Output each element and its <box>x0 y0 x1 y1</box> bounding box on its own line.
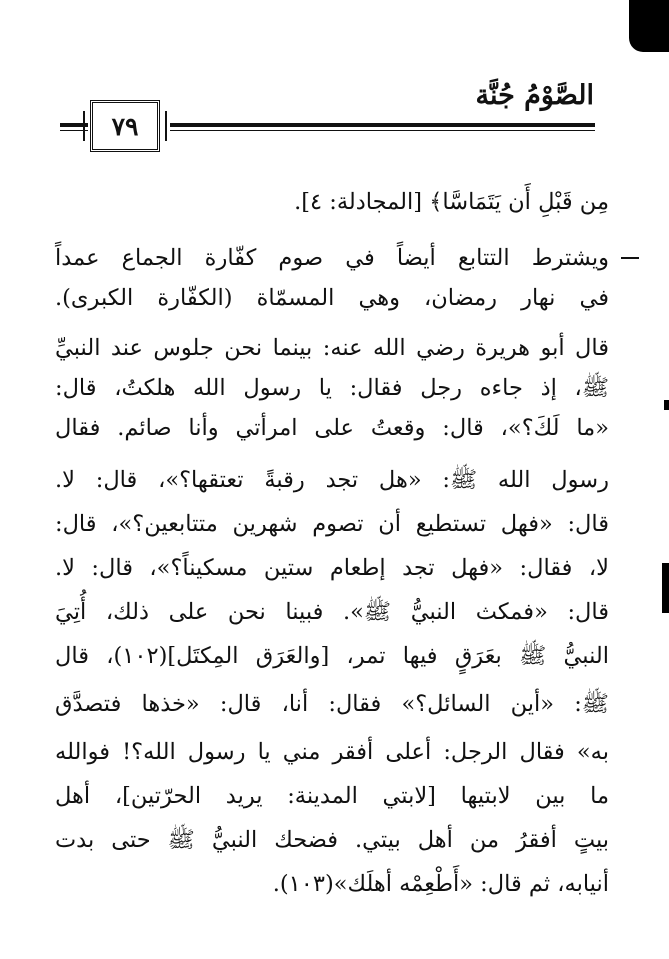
body-line: النبيُّ ﷺ بعَرَقٍ فيها تمر، [والعَرَق المِكتَل](١٠٢)، قال <box>55 643 609 669</box>
body-line: قال: «فهل تستطيع أن تصوم شهرين متتابعين؟»، قال: <box>55 511 609 537</box>
body-line: ﷺ: «أين السائل؟» فقال: أنا، قال: «خذها فتصدَّق <box>55 691 609 717</box>
body-line: بيتٍ أفقرُ من أهل بيتي. فضحك النبيُّ ﷺ حتى بدت <box>55 827 609 853</box>
bullet-dash <box>621 257 639 259</box>
running-header-title: الصَّوْمُ جُنَّة <box>475 80 594 111</box>
page-edge-mark-small <box>664 400 669 410</box>
body-line: مِن قَبْلِ أَن يَتَمَاسَّا﴾ [المجادلة: ٤]. <box>294 189 609 215</box>
body-line: رسول الله ﷺ: «هل تجد رقبةً تعتقها؟»، قال: لا. <box>55 467 609 493</box>
body-line: في نهار رمضان، وهي المسمّاة (الكفّارة الكبرى). <box>55 285 609 311</box>
body-line: قال: «فمكث النبيُّ ﷺ». فبينا نحن على ذلك، أُتِيَ <box>55 599 609 625</box>
page-edge-mark-middle <box>662 563 669 613</box>
body-line: لا، فقال: «فهل تجد إطعام ستين مسكيناً؟»، قال: لا. <box>55 555 609 581</box>
body-line: به» فقال الرجل: أعلى أفقر مني يا رسول الله؟! فوالله <box>55 739 609 765</box>
page-number-frame <box>90 100 160 152</box>
header-rule-right-thin <box>170 130 595 131</box>
body-line: ﷺ، إذ جاءه رجل فقال: يا رسول الله هلكتُ، قال: <box>55 375 609 401</box>
body-line <box>55 243 609 273</box>
page-number: ٧٩ <box>111 111 139 141</box>
header-rule-right-thick <box>170 123 595 127</box>
page-edge-mark-top <box>629 0 669 52</box>
body-line: ما بين لابتيها [لابتي المدينة: يريد الحرّتين]، أهل <box>55 783 609 809</box>
body-line: أنيابه، ثم قال: «أَطْعِمْه أهلَك»(١٠٣). <box>272 871 609 897</box>
body-line: قال أبو هريرة رضي الله عنه: بينما نحن جلوس عند النبيِّ <box>55 335 609 361</box>
body-line: «ما لَكَ؟»، قال: وقعتُ على امرأتي وأنا صائم. فقال <box>55 415 609 441</box>
body-line-text: ويشترط التتابع أيضاً في صوم كفّارة الجماع عمداً <box>55 245 609 271</box>
